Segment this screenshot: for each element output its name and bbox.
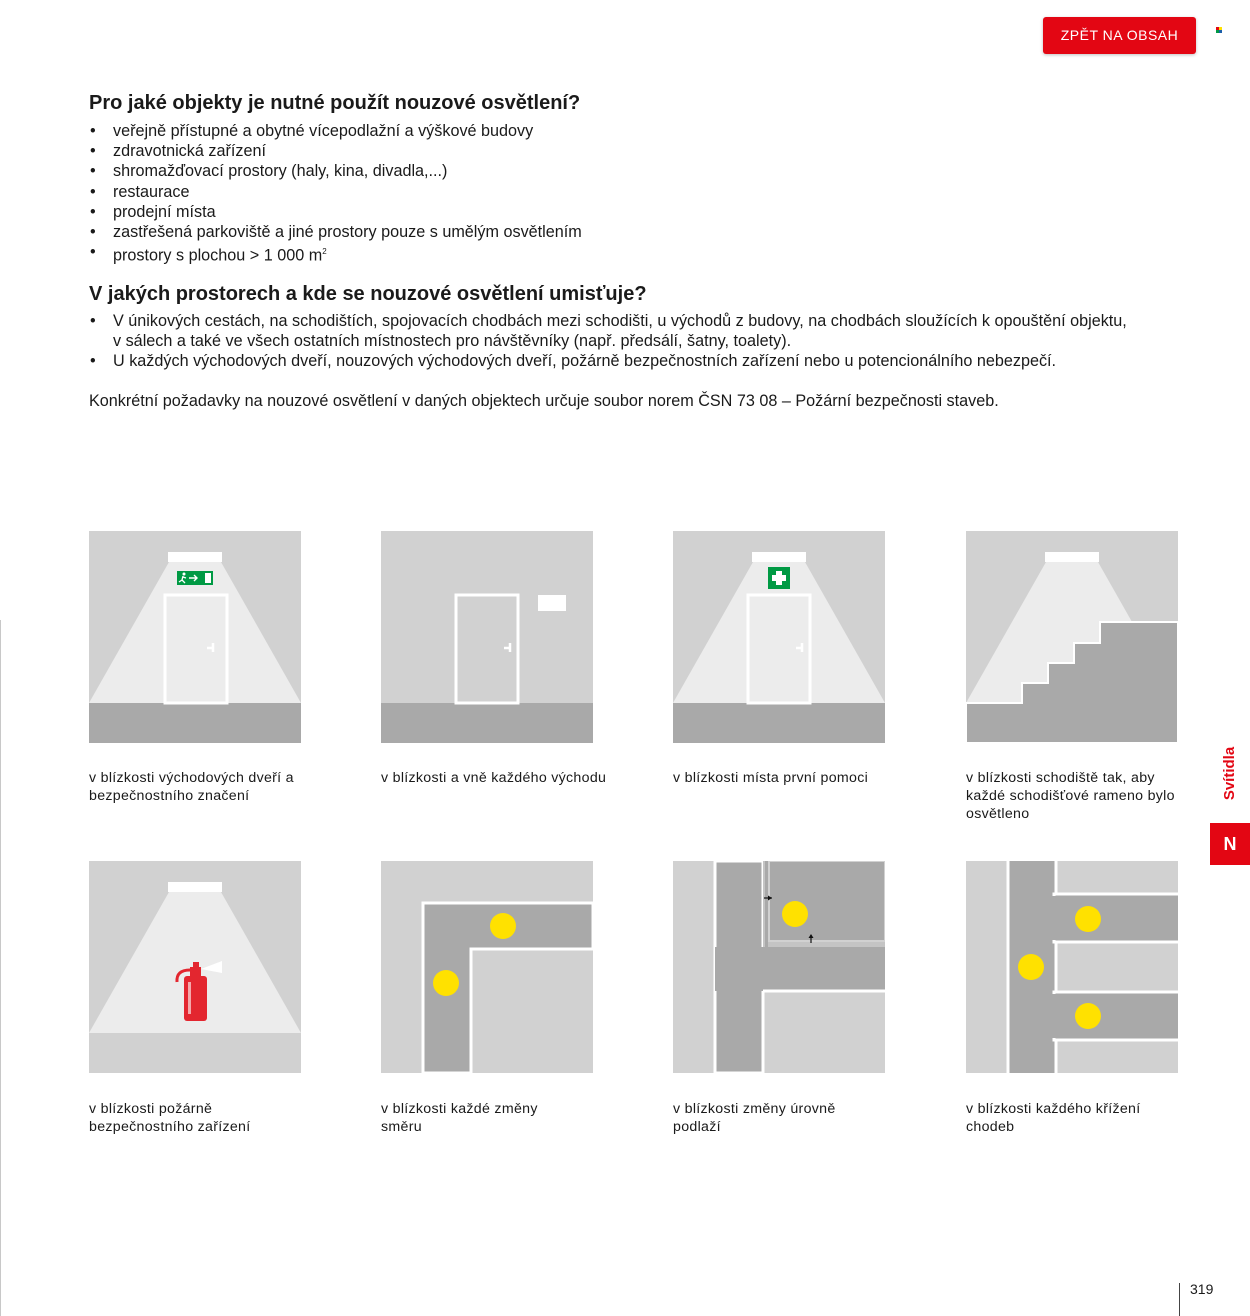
list-item: • zdravotnická zařízení	[89, 141, 582, 161]
caption-staircase: v blízkosti schodiště tak, aby každé schodišťové rameno bylo osvětleno	[966, 770, 1175, 822]
list-item: • shromažďovací prostory (haly, kina, divadla,...)	[89, 161, 582, 181]
page-number: 319	[1190, 1281, 1214, 1297]
light-marker-icon	[1018, 954, 1044, 980]
section1-list	[89, 121, 582, 266]
illustration-fire-equipment	[89, 861, 301, 1073]
back-to-contents-button[interactable]: ZPĚT NA OBSAH	[1043, 17, 1196, 54]
illustration-first-aid	[673, 531, 885, 743]
list-item: • V únikových cestách, na schodištích, spojovacích chodbách mezi schodišti, u východů z budovy, na chodbách sloužících k opouštění objektu, v sálech a také ve všech ostatních místnostech pro návštěvníky (např. předsálí, šatny, toalety).	[89, 311, 1139, 351]
caption-level-change: v blízkosti změny úrovně podlaží	[673, 1101, 836, 1135]
side-tab-label[interactable]	[1210, 740, 1250, 806]
list-item	[89, 242, 582, 266]
page-number-divider	[1179, 1283, 1180, 1316]
caption-corridor-crossing: v blízkosti každého křížení chodeb	[966, 1101, 1141, 1135]
color-mark-icon	[1216, 27, 1224, 33]
list-item: • zastřešená parkoviště a jiné prostory pouze s umělým osvětlením	[89, 222, 582, 242]
list-item: • prodejní místa	[89, 202, 582, 222]
light-marker-icon	[782, 901, 808, 927]
light-marker-icon	[1075, 906, 1101, 932]
caption-outside-exit: v blízkosti a vně každého východu	[381, 770, 607, 786]
light-marker-icon	[490, 913, 516, 939]
illustration-direction-change	[381, 861, 593, 1073]
section2-list	[89, 311, 1139, 372]
running-man-exit-icon	[177, 571, 213, 585]
list-item: • restaurace	[89, 182, 582, 202]
caption-fire-equipment: v blízkosti požárně bezpečnostního zařízení	[89, 1101, 251, 1135]
first-aid-cross-icon	[768, 567, 790, 589]
illustration-level-change	[673, 861, 885, 1073]
caption-first-aid: v blízkosti místa první pomoci	[673, 770, 869, 786]
side-tab-letter[interactable]: N	[1210, 823, 1250, 865]
caption-direction-change: v blízkosti každé změny směru	[381, 1101, 538, 1135]
caption-exit-door: v blízkosti východových dveří a bezpečnostního značení	[89, 770, 294, 804]
section1-title: Pro jaké objekty je nutné použít nouzové osvětlení?	[89, 92, 581, 114]
page-edge-line	[0, 620, 1, 1316]
illustration-corridor-crossing	[966, 861, 1178, 1073]
illustration-outside-exit	[381, 531, 593, 743]
light-marker-icon	[433, 970, 459, 996]
superscript: 2	[322, 247, 327, 257]
list-item-text: prostory s plochou > 1 000 m	[113, 246, 323, 265]
illustration-staircase	[966, 531, 1178, 743]
list-item: • U každých východových dveří, nouzových východových dveří, požárně bezpečnostních zařízení nebo u potencionálního nebezpečí.	[89, 351, 1139, 371]
side-tab-text: Svítidla	[1221, 746, 1239, 800]
standards-paragraph: Konkrétní požadavky na nouzové osvětlení v daných objektech určuje soubor norem ČSN 73 08 – Požární bezpečnosti staveb.	[89, 392, 999, 410]
light-marker-icon	[1075, 1003, 1101, 1029]
list-item: • veřejně přístupné a obytné vícepodlažní a výškové budovy	[89, 121, 582, 141]
illustration-exit-door	[89, 531, 301, 743]
section2-title: V jakých prostorech a kde se nouzové osvětlení umisťuje?	[89, 283, 647, 305]
